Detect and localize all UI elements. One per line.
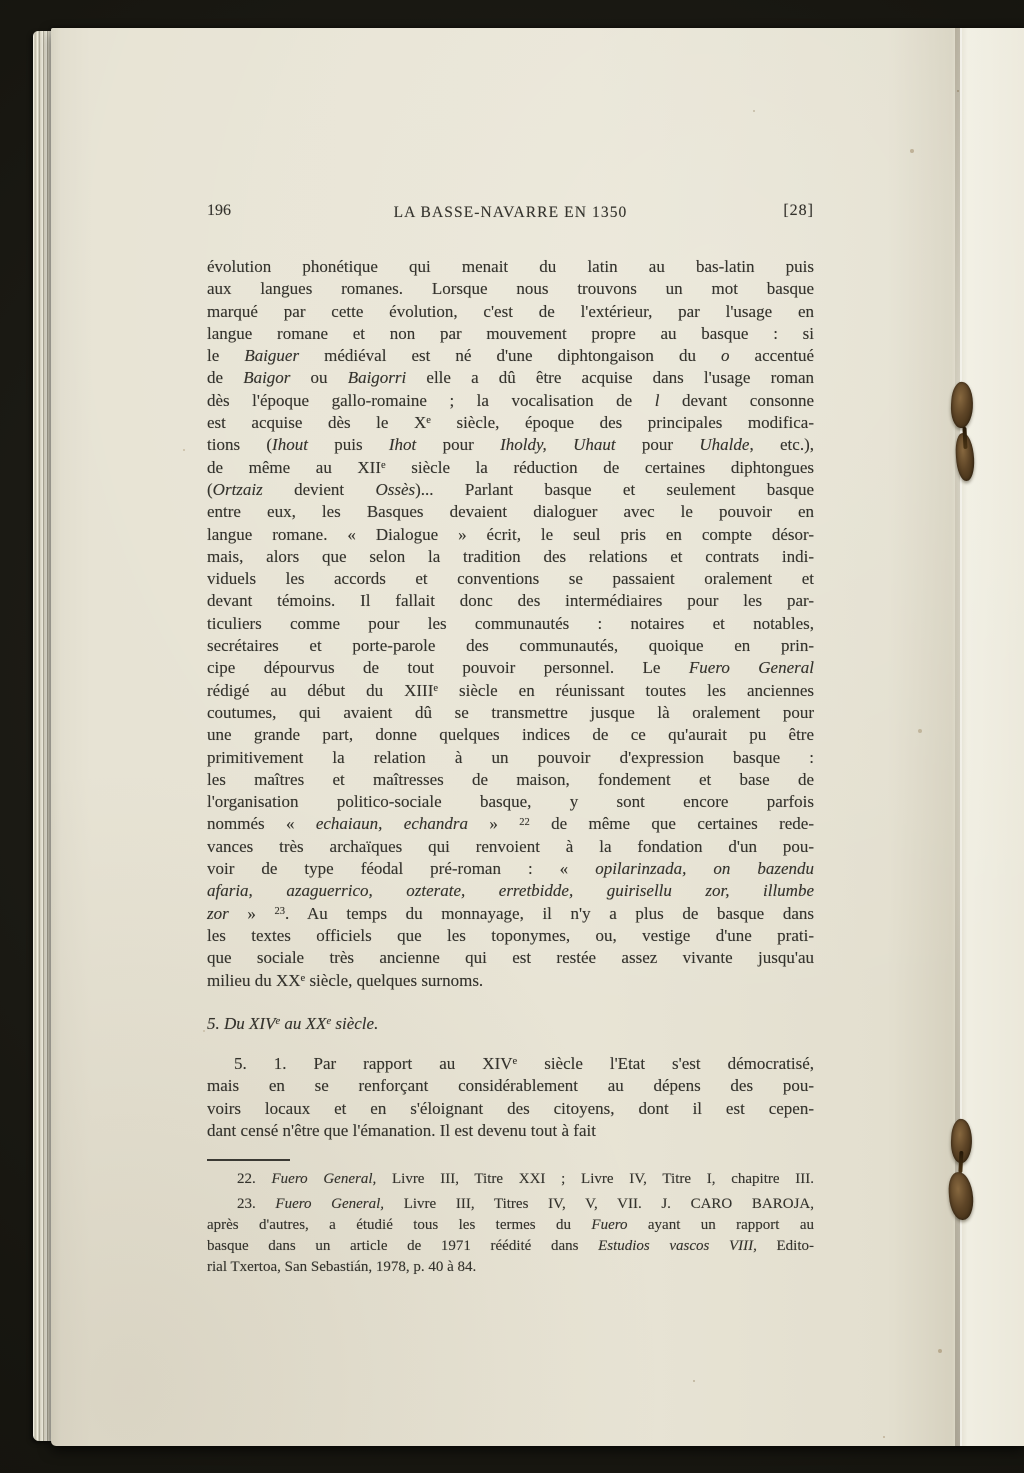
text-line: les textes officiels que les toponymes, ou, vestige d'une prati- bbox=[207, 925, 814, 945]
text-line: (Ortzaiz devient Ossès)... Parlant basque et seulement basque bbox=[207, 479, 814, 499]
text-line: que sociale très ancienne qui est restée assez vivante jusqu'au bbox=[207, 948, 814, 968]
text-line: une grande part, donne quelques indices de ce qu'aurait pu être bbox=[207, 725, 814, 745]
body-paragraph-main bbox=[207, 256, 814, 992]
running-title: LA BASSE-NAVARRE EN 1350 bbox=[393, 204, 628, 221]
page-header bbox=[207, 200, 814, 222]
text-line: voirs locaux et en s'éloignant des citoyens, dont il est cepen- bbox=[207, 1098, 814, 1118]
text-line: de même au XIIe siècle la réduction de certaines diphtongues bbox=[207, 457, 814, 477]
text-line: cipe dépourvus de tout pouvoir personnel. Le Fuero General bbox=[207, 658, 814, 678]
text-line: mais, alors que selon la tradition des relations et contrats indi- bbox=[207, 546, 814, 566]
text-line: le Baiguer médiéval est né d'une diphtongaison du o accentué bbox=[207, 346, 814, 366]
text-line: marqué par cette évolution, c'est de l'extérieur, par l'usage en bbox=[207, 301, 814, 321]
article-page-reference: [28] bbox=[783, 202, 814, 219]
text-line: les maîtres et maîtresses de maison, fondement et base de bbox=[207, 769, 814, 789]
text-line: mais en se renforçant considérablement au dépens des pou- bbox=[207, 1076, 814, 1096]
binding-stitch bbox=[949, 381, 974, 428]
paper-specks bbox=[51, 28, 53, 30]
text-line: 5. 1. Par rapport au XIVe siècle l'Etat s'est démocratisé, bbox=[234, 1054, 814, 1074]
text-line: zor » $^{23}$. Au temps du monnayage, il n'y a plus de basque dans bbox=[207, 903, 814, 923]
book-page bbox=[51, 28, 1024, 1446]
page-number: 196 bbox=[207, 202, 231, 219]
text-line: basque dans un article de 1971 réédité dans Estudios vascos VIII, Edito- bbox=[207, 1238, 815, 1255]
text-line: 23. Fuero General, Livre III, Titres IV, V, VII. J. CARO BAROJA, bbox=[237, 1195, 814, 1212]
text-line: de Baigor ou Baigorri elle a dû être acquise dans l'usage roman bbox=[207, 368, 814, 388]
body-paragraph-5-1 bbox=[207, 1053, 814, 1142]
text-line: est acquise dès le Xe siècle, époque des principales modifica- bbox=[207, 413, 814, 433]
footnote-23 bbox=[207, 1194, 814, 1279]
binding-stitch bbox=[947, 1171, 974, 1221]
text-line: ticuliers comme pour les communautés : notaires et notables, bbox=[207, 613, 814, 633]
binding-stitch bbox=[950, 1118, 973, 1163]
text-line: 22. Fuero General, Livre III, Titre XXI ; Livre IV, Titre I, chapitre III. bbox=[237, 1171, 815, 1188]
binding-gutter-crease bbox=[955, 28, 960, 1446]
text-line: tions (Ihout puis Ihot pour Iholdy, Uhaut pour Uhalde, etc.), bbox=[207, 435, 814, 455]
printed-text-block bbox=[207, 200, 814, 1279]
section-heading bbox=[207, 1013, 814, 1035]
text-line: entre eux, les Basques devaient dialoguer avec le pouvoir en bbox=[207, 502, 814, 522]
text-line: l'organisation politico-sociale basque, y sont encore parfois bbox=[207, 792, 814, 812]
text-line: après d'autres, a étudié tous les termes du Fuero ayant un rapport au bbox=[207, 1216, 814, 1233]
text-line: langue romane et non par mouvement propre au basque : si bbox=[207, 323, 814, 343]
footnote-separator-rule bbox=[207, 1159, 290, 1161]
stitch-thread bbox=[963, 427, 968, 449]
text-line: 5. Du XIVe au XXe siècle. bbox=[207, 1013, 379, 1033]
text-line: devant témoins. Il fallait donc des intermédiaires pour les par- bbox=[207, 591, 814, 611]
text-line: voir de type féodal pré-roman : « opilarinzada, on bazendu bbox=[207, 859, 814, 879]
text-line: évolution phonétique qui menait du latin au bas-latin puis bbox=[207, 257, 814, 276]
text-line: aux langues romanes. Lorsque nous trouvons un mot basque bbox=[207, 279, 814, 299]
footnote-22 bbox=[207, 1169, 814, 1190]
text-line: dès l'époque gallo-romaine ; la vocalisation de l devant consonne bbox=[207, 390, 814, 410]
text-line: afaria, azaguerrico, ozterate, erretbidde, guirisellu zor, illumbe bbox=[207, 881, 814, 901]
text-line: vances très archaïques qui renvoient à la fondation d'un pou- bbox=[207, 836, 814, 856]
text-line: dant censé n'être que l'émanation. Il est devenu tout à fait bbox=[207, 1120, 596, 1140]
text-line: coutumes, qui avaient dû se transmettre jusque là oralement pour bbox=[207, 702, 814, 722]
page-stack-edges bbox=[33, 31, 51, 1441]
stitch-thread bbox=[959, 1151, 964, 1173]
text-line: secrétaires et porte-parole des communautés, quoique en prin- bbox=[207, 636, 814, 656]
text-line: milieu du XXe siècle, quelques surnoms. bbox=[207, 970, 484, 990]
text-line: rial Txertoa, San Sebastián, 1978, p. 40 à 84. bbox=[207, 1259, 477, 1276]
text-line: rédigé au début du XIIIe siècle en réunissant toutes les anciennes bbox=[207, 680, 814, 700]
text-line: nommés « echaiaun, echandra » $^{22}$ de même que certaines rede- bbox=[207, 814, 815, 834]
text-line: viduels les accords et conventions se passaient oralement et bbox=[207, 569, 814, 589]
text-line: langue romane. « Dialogue » écrit, le seul pris en compte désor- bbox=[207, 524, 814, 544]
text-line: primitivement la relation à un pouvoir d'expression basque : bbox=[207, 747, 814, 767]
